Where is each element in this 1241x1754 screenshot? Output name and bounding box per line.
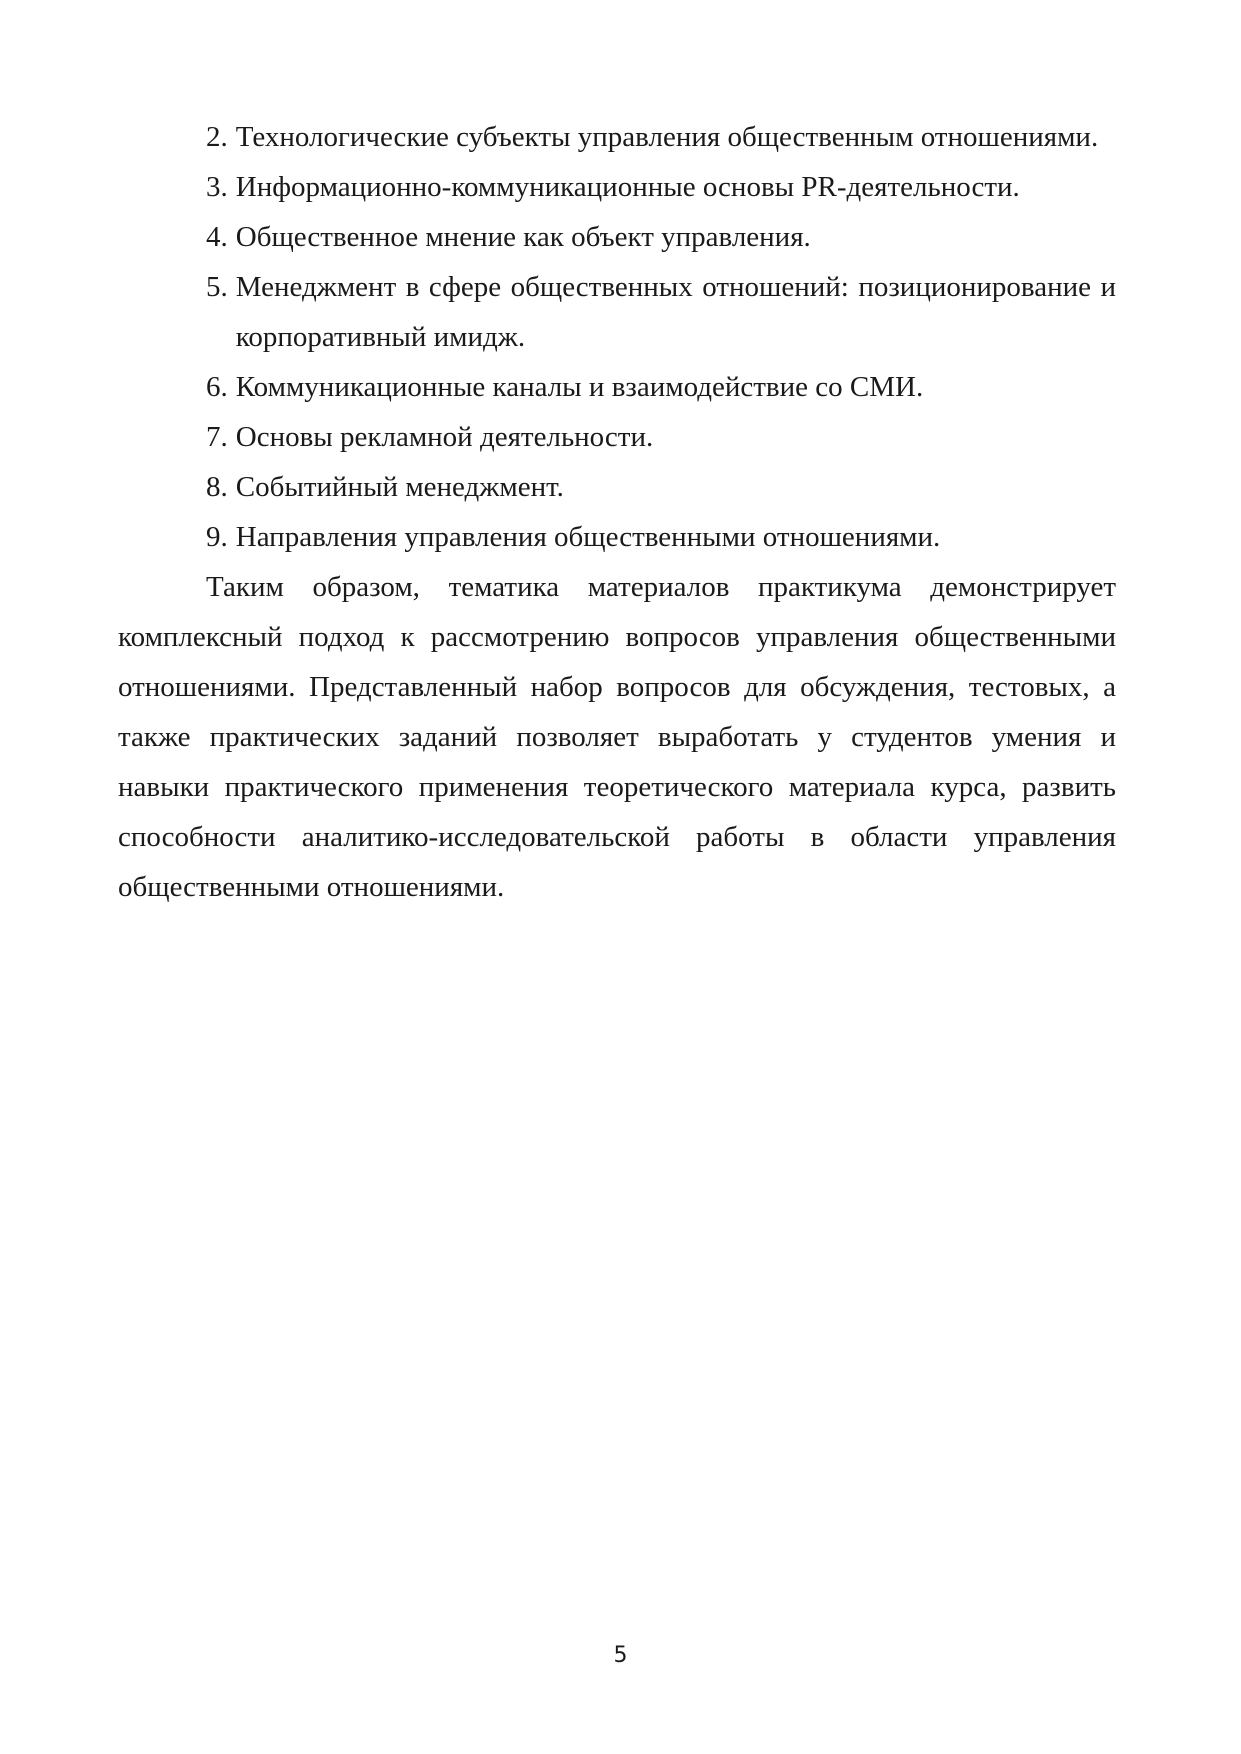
list-item-text: Направления управления общественными отношениями. <box>235 521 941 553</box>
list-item <box>118 412 1116 462</box>
list-item <box>118 362 1116 412</box>
list-item <box>118 512 1116 562</box>
list-item-text: Информационно-коммуникационные основы PR-деятельности. <box>235 171 1020 203</box>
list-item <box>118 112 1116 162</box>
conclusion-paragraph: Таким образом, тематика материалов практикума демонстрирует комплексный подход к рассмотрению вопросов управления общественными отношениями. Представленный набор вопросов для обсуждения, тестовых, а также практических заданий позволяет выработать у студентов умения и навыки практического применения теоретического материала курса, развить способности аналитико-исследовательской работы в области управления общественными отношениями. <box>118 571 1116 903</box>
list-item-text: Основы рекламной деятельности. <box>235 421 654 453</box>
list-item-number: 2. <box>206 121 228 153</box>
list-item <box>118 212 1116 262</box>
topic-list <box>118 112 1116 562</box>
list-item-number: 9. <box>206 521 228 553</box>
list-item-text: Общественное мнение как объект управления. <box>235 221 811 253</box>
list-item-number: 4. <box>206 221 228 253</box>
list-item <box>118 162 1116 212</box>
list-item-text: Коммуникационные каналы и взаимодействие со СМИ. <box>235 371 924 403</box>
list-item-number: 5. <box>206 271 228 303</box>
page-number: 5 <box>613 1643 628 1668</box>
list-item-text: Менеджмент в сфере общественных отношений: позиционирование и корпоративный имидж. <box>235 271 1116 353</box>
list-item-number: 7. <box>206 421 228 453</box>
page-content <box>118 112 1116 912</box>
list-item-number: 8. <box>206 471 228 503</box>
list-item-number: 6. <box>206 371 228 403</box>
list-item-text: Событийный менеджмент. <box>235 471 564 503</box>
list-item <box>118 462 1116 512</box>
list-item-text: Технологические субъекты управления общественным отношениями. <box>235 121 1099 153</box>
list-item <box>118 262 1116 362</box>
list-item-number: 3. <box>206 171 228 203</box>
